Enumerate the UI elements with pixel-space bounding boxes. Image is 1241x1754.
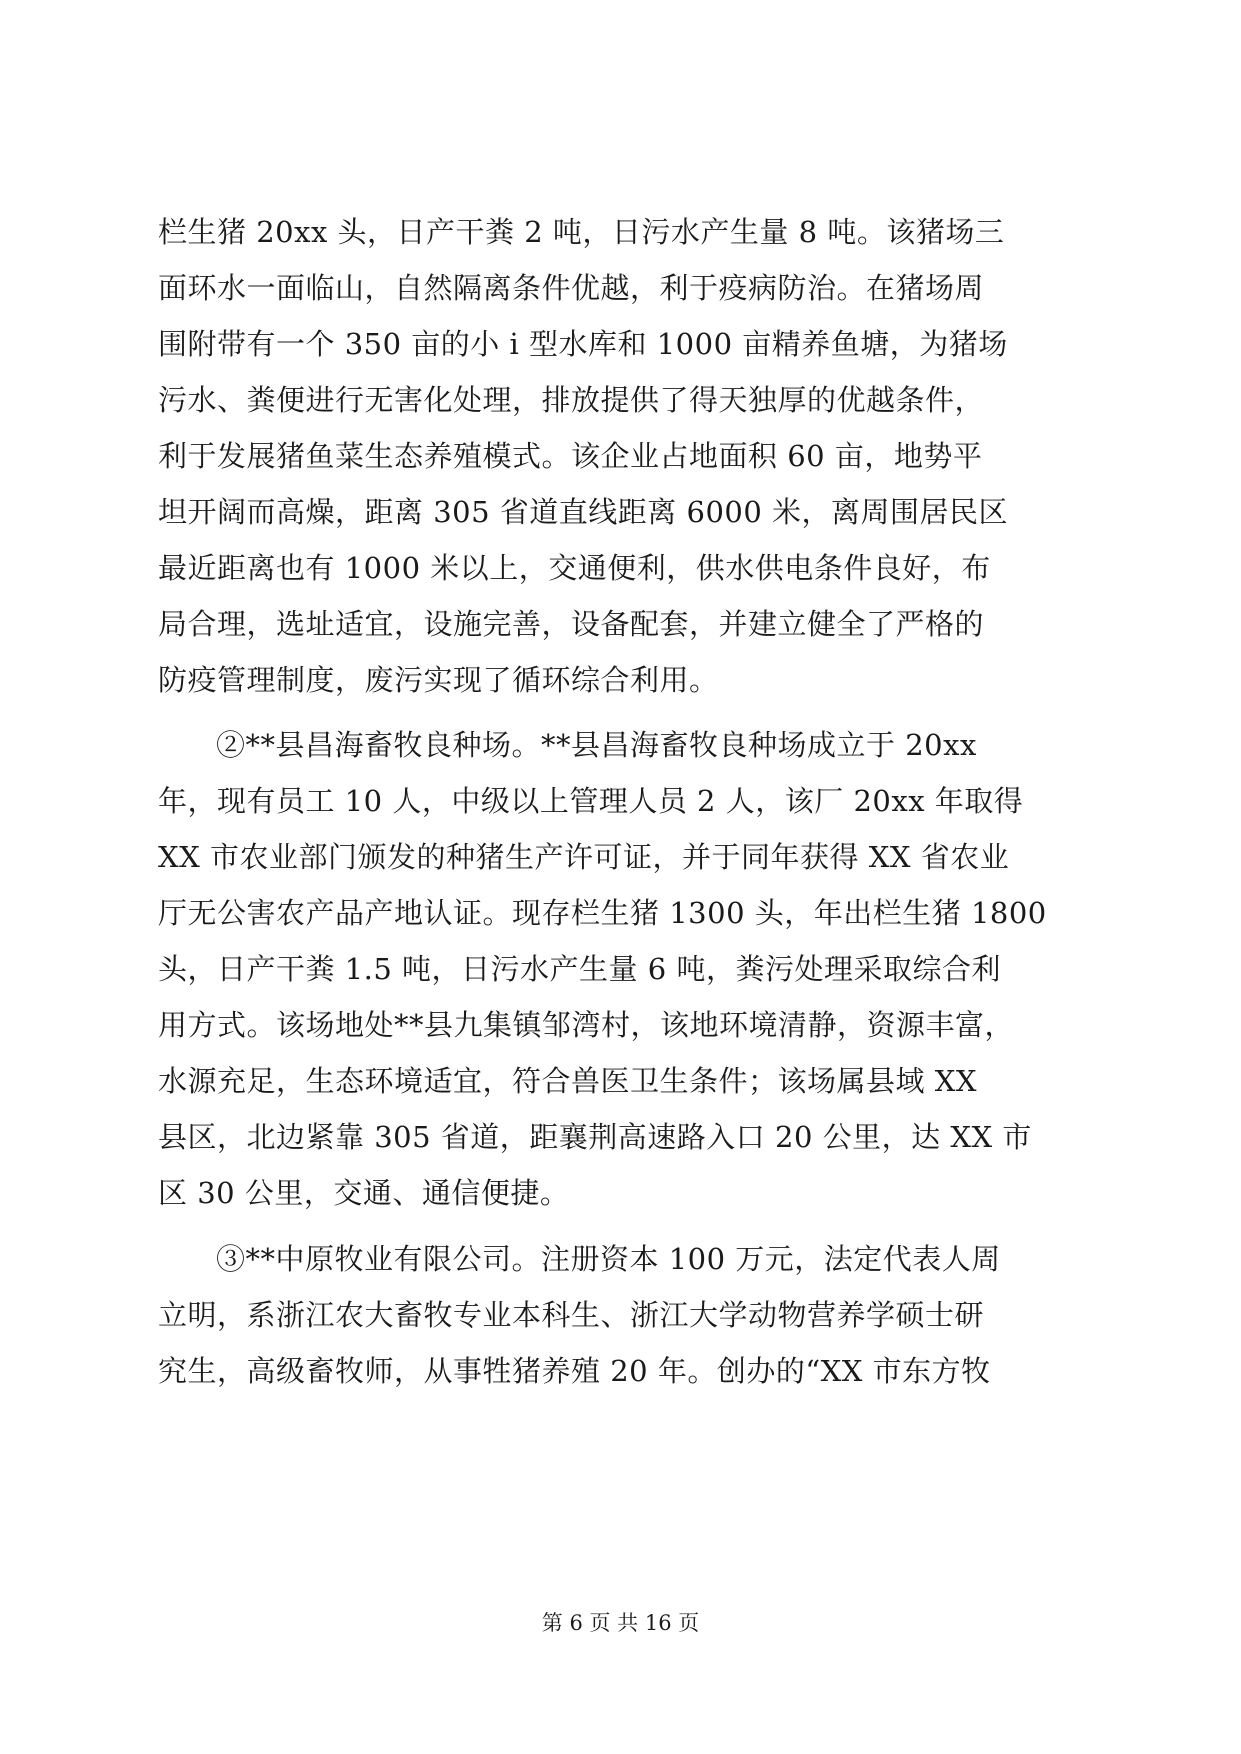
text-line: XX 市农业部门颁发的种猪生产许可证，并于同年获得 XX 省农业 <box>158 840 1010 874</box>
text-line: 用方式。该场地处**县九集镇邹湾村，该地环境清静，资源丰富， <box>158 1008 1015 1042</box>
text-line: 水源充足，生态环境适宜，符合兽医卫生条件；该场属县域 XX <box>158 1064 978 1098</box>
text-line: 年，现有员工 10 人，中级以上管理人员 2 人，该厂 20xx 年取得 <box>158 784 1024 818</box>
text-line: 区 30 公里，交通、通信便捷。 <box>158 1176 570 1210</box>
text-line: 头，日产干粪 1.5 吨，日污水产生量 6 吨，粪污处理采取综合利 <box>158 952 1001 986</box>
text-line: 最近距离也有 1000 米以上，交通便利，供水供电条件良好，布 <box>158 551 991 585</box>
text-line: 栏生猪 20xx 头，日产干粪 2 吨，日污水产生量 8 吨。该猪场三 <box>158 215 1005 249</box>
text-line: 面环水一面临山，自然隔离条件优越，利于疫病防治。在猪场周 <box>158 271 985 305</box>
page-number-footer: 第 6 页 共 16 页 <box>541 1611 700 1635</box>
paragraph-first-line: ②**县昌海畜牧良种场。**县昌海畜牧良种场成立于 20xx <box>216 728 977 762</box>
paragraph-first-line: ③**中原牧业有限公司。注册资本 100 万元，法定代表人周 <box>216 1242 1001 1276</box>
text-line: 坦开阔而高燥，距离 305 省道直线距离 6000 米，离周围居民区 <box>158 495 1009 529</box>
text-line: 立明，系浙江农大畜牧专业本科生、浙江大学动物营养学硕士研 <box>158 1298 985 1332</box>
text-line: 防疫管理制度，废污实现了循环综合利用。 <box>158 663 719 697</box>
text-line: 局合理，选址适宜，设施完善，设备配套，并建立健全了严格的 <box>158 607 985 641</box>
text-line: 围附带有一个 350 亩的小 i 型水库和 1000 亩精养鱼塘，为猪场 <box>158 327 1008 361</box>
text-line: 厅无公害农产品产地认证。现存栏生猪 1300 头，年出栏生猪 1800 <box>158 896 1047 930</box>
text-line: 污水、粪便进行无害化处理，排放提供了得天独厚的优越条件， <box>158 383 985 417</box>
text-line: 县区，北边紧靠 305 省道，距襄荆高速路入口 20 公里，达 XX 市 <box>158 1120 1032 1154</box>
text-line: 利于发展猪鱼菜生态养殖模式。该企业占地面积 60 亩，地势平 <box>158 439 983 473</box>
text-line: 究生，高级畜牧师，从事牲猪养殖 20 年。创办的“XX 市东方牧 <box>158 1354 991 1388</box>
